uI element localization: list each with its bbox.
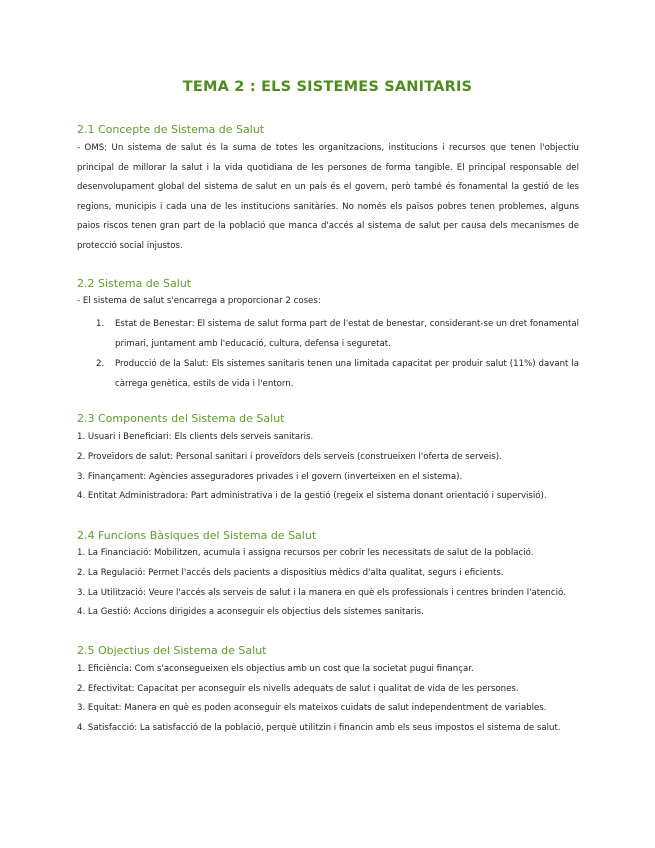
list-item-number: 1. [96, 319, 105, 329]
list-item: 2. La Regulació: Permet l'accés dels pacients a dispositius mèdics d'alta qualitat, segurs i eficients. [77, 568, 504, 578]
section-heading-2-2: 2.2 Sistema de Salut [77, 277, 192, 290]
list-item: 1. La Financiació: Mobilitzen, acumula i assigna recursos per cobrir les necessitats de salut de la població. [77, 548, 534, 558]
list-item [96, 354, 579, 394]
section-heading-2-3: 2.3 Components del Sistema de Salut [77, 412, 285, 425]
list-item: 4. Entitat Administradora: Part administrativa i de la gestió (regeix el sistema donant orientació i supervisió). [77, 491, 547, 501]
list-item: 4. Satisfacció: La satisfacció de la població, perquè utilitzin i financin amb els seus impostos el sistema de salut. [77, 723, 561, 733]
section-heading-2-5: 2.5 Objectius del Sistema de Salut [77, 644, 267, 657]
section-heading-2-1: 2.1 Concepte de Sistema de Salut [77, 123, 265, 136]
list-item-text: Producció de la Salut: Els sistemes sanitaris tenen una limitada capacitat per produir salut (11%) davant la càrrega genètica, estils de vida i l'entorn. [115, 359, 579, 389]
list-item: 3. Finançament: Agències asseguradores privades i el govern (inverteixen en el sistema). [77, 472, 463, 482]
section-heading-2-4: 2.4 Funcions Bàsiques del Sistema de Salut [77, 529, 317, 542]
list-item: 1. Eficiència: Com s'aconsegueixen els objectius amb un cost que la societat pugui finançar. [77, 664, 474, 674]
section-2-2-list [96, 314, 579, 394]
list-item-text: Estat de Benestar: El sistema de salut forma part de l'estat de benestar, considerant-se un dret fonamental primari, juntament amb l'educació, cultura, defensa i seguretat. [115, 319, 579, 349]
list-item-number: 2. [96, 359, 105, 369]
list-item: 3. La Utilització: Veure l'accés als serveis de salut i la manera en què els professionals i centres brinden l'atenció. [77, 588, 566, 598]
page-title: TEMA 2 : ELS SISTEMES SANITARIS [182, 79, 473, 95]
list-item [96, 314, 579, 354]
list-item: 4. La Gestió: Accions dirigides a aconseguir els objectius dels sistemes sanitaris. [77, 607, 424, 617]
section-2-2-intro: - El sistema de salut s'encarrega a proporcionar 2 coses: [77, 296, 321, 306]
list-item: 3. Equitat: Manera en què es poden aconseguir els mateixos cuidats de salut independentment de variables. [77, 703, 547, 713]
list-item: 2. Efectivitat: Capacitat per aconseguir els nivells adequats de salut i qualitat de vida de les persones. [77, 684, 519, 694]
section-2-1-paragraph: - OMS: Un sistema de salut és la suma de totes les organitzacions, institucions i recursos que tenen l'objectiu principal de millorar la salut i la vida quotidiana de les persones de forma tangible. El principal responsable del desenvolupament global del sistema de salut en un país és el govern, però també és fonamental la gestió de les regions, municipis i cada una de les institucions sanitàries. No només els països pobres tenen problemes, alguns paios riscos tenen gran part de la població que manca d'accés al sistema de salut per causa dels mecanismes de protecció social injustos. [77, 143, 579, 251]
list-item: 2. Proveïdors de salut: Personal sanitari i proveïdors dels serveis (construeixen l'oferta de serveis). [77, 452, 502, 462]
list-item: 1. Usuari i Beneficiari: Els clients dels serveis sanitaris. [77, 432, 314, 442]
